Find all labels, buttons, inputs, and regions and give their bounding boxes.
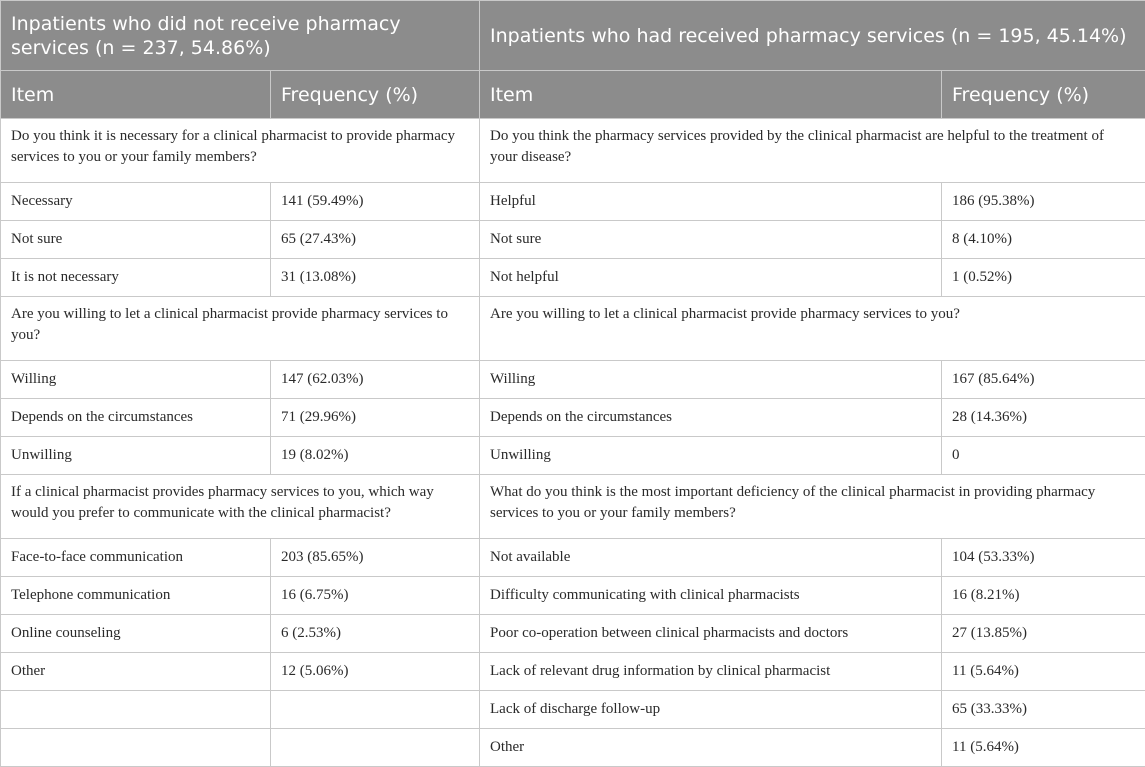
answer-item-right: Difficulty communicating with clinical pharmacists [480,577,942,615]
group-header-received-services: Inpatients who had received pharmacy services (n = 195, 45.14%) [480,1,1145,71]
table-body [1,119,1145,767]
answer-item-right: Not available [480,539,942,577]
column-header-row [1,71,1145,119]
answer-frequency-left: 71 (29.96%) [271,399,480,437]
answer-row [1,691,1145,729]
answer-row [1,653,1145,691]
answer-item-right: Poor co-operation between clinical pharmacists and doctors [480,615,942,653]
answer-frequency-right: 0 [942,437,1145,475]
answer-frequency-right: 65 (33.33%) [942,691,1145,729]
answer-item-right: Other [480,729,942,767]
answer-row [1,615,1145,653]
answer-frequency-left: 65 (27.43%) [271,221,480,259]
answer-item-right: Depends on the circumstances [480,399,942,437]
answer-frequency-right: 27 (13.85%) [942,615,1145,653]
answer-item-left: Depends on the circumstances [1,399,271,437]
answer-item-right: Not helpful [480,259,942,297]
answer-frequency-left: 147 (62.03%) [271,361,480,399]
answer-frequency-right: 16 (8.21%) [942,577,1145,615]
answer-row [1,729,1145,767]
question-text-right: Do you think the pharmacy services provided by the clinical pharmacist are helpful to the treatment of your disease? [480,119,1145,183]
answer-row [1,577,1145,615]
answer-frequency-right: 167 (85.64%) [942,361,1145,399]
answer-frequency-right: 104 (53.33%) [942,539,1145,577]
question-text-right: Are you willing to let a clinical pharmacist provide pharmacy services to you? [480,297,1145,361]
answer-item-right: Lack of relevant drug information by clinical pharmacist [480,653,942,691]
answer-item-right: Unwilling [480,437,942,475]
answer-frequency-right: 8 (4.10%) [942,221,1145,259]
question-text-left: Are you willing to let a clinical pharmacist provide pharmacy services to you? [1,297,480,361]
answer-item-left: Willing [1,361,271,399]
answer-row [1,221,1145,259]
answer-frequency-left: 141 (59.49%) [271,183,480,221]
column-header-frequency-right: Frequency (%) [942,71,1145,119]
answer-item-right: Willing [480,361,942,399]
answer-frequency-right: 1 (0.52%) [942,259,1145,297]
answer-frequency-left: 19 (8.02%) [271,437,480,475]
question-row [1,119,1145,183]
answer-item-left: Other [1,653,271,691]
question-text-left: If a clinical pharmacist provides pharmacy services to you, which way would you prefer to communicate with the clinical pharmacist? [1,475,480,539]
group-header-row [1,1,1145,71]
answer-frequency-right: 28 (14.36%) [942,399,1145,437]
answer-frequency-right: 186 (95.38%) [942,183,1145,221]
answer-item-right: Lack of discharge follow-up [480,691,942,729]
question-row [1,297,1145,361]
answer-row [1,183,1145,221]
answer-frequency-left: 12 (5.06%) [271,653,480,691]
column-header-item-left: Item [1,71,271,119]
answer-item-left: Telephone communication [1,577,271,615]
question-text-right: What do you think is the most important deficiency of the clinical pharmacist in providing pharmacy services to you or your family members? [480,475,1145,539]
answer-frequency-left: 6 (2.53%) [271,615,480,653]
question-row [1,475,1145,539]
group-header-no-services: Inpatients who did not receive pharmacy services (n = 237, 54.86%) [1,1,480,71]
column-header-item-right: Item [480,71,942,119]
answer-frequency-right: 11 (5.64%) [942,729,1145,767]
answer-frequency-left: 31 (13.08%) [271,259,480,297]
answer-frequency-left [271,691,480,729]
column-header-frequency-left: Frequency (%) [271,71,480,119]
question-text-left: Do you think it is necessary for a clinical pharmacist to provide pharmacy services to you or your family members? [1,119,480,183]
answer-frequency-right: 11 (5.64%) [942,653,1145,691]
answer-item-left: Unwilling [1,437,271,475]
answer-item-left: It is not necessary [1,259,271,297]
answer-item-left: Necessary [1,183,271,221]
answer-item-left: Face-to-face communication [1,539,271,577]
answer-frequency-left: 16 (6.75%) [271,577,480,615]
answer-frequency-left [271,729,480,767]
answer-row [1,361,1145,399]
answer-row [1,539,1145,577]
answer-row [1,399,1145,437]
answer-item-right: Helpful [480,183,942,221]
answer-item-left: Online counseling [1,615,271,653]
answer-row [1,437,1145,475]
answer-item-left: Not sure [1,221,271,259]
answer-frequency-left: 203 (85.65%) [271,539,480,577]
answer-item-left [1,691,271,729]
answer-row [1,259,1145,297]
answer-item-right: Not sure [480,221,942,259]
answer-item-left [1,729,271,767]
